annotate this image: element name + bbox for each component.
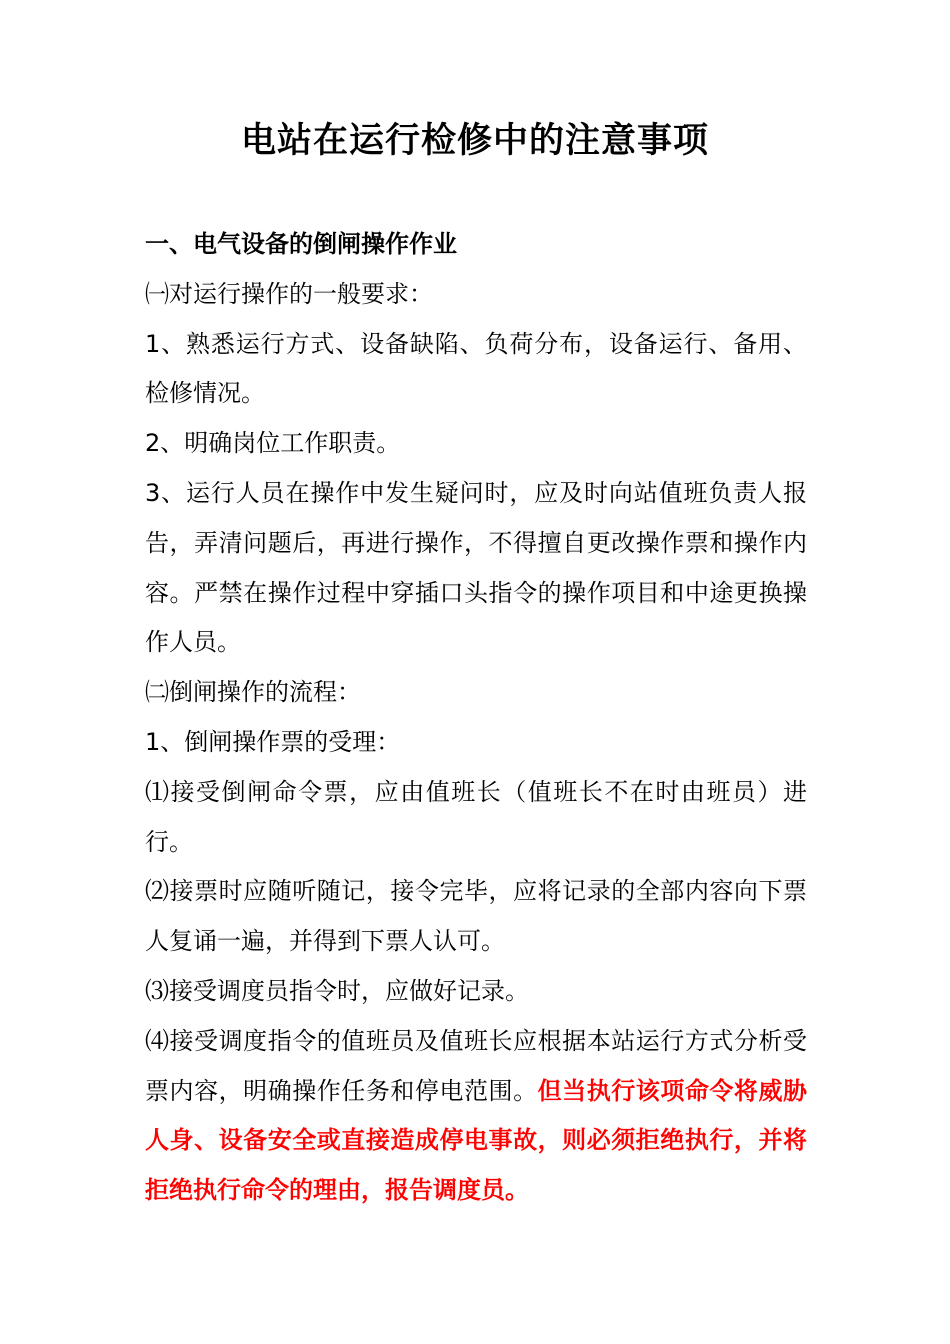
section-heading: 一、电气设备的倒闸操作作业 xyxy=(145,230,457,258)
subsection-heading-general-requirements: ㈠对运行操作的一般要求： xyxy=(145,279,433,308)
paragraph-point-2: ⑵接票时应随听随记，接令完毕，应将记录的全部内容向下票人复诵一遍，并得到下票人认可。 xyxy=(145,877,807,956)
subsection-heading-process: ㈡倒闸操作的流程： xyxy=(145,678,361,707)
paragraph-ticket-acceptance: 1、倒闸操作票的受理： xyxy=(145,727,401,756)
paragraph-point-1: ⑴接受倒闸命令票，应由值班长（值班长不在时由班员）进行。 xyxy=(145,777,807,856)
paragraph-item-3: 3、运行人员在操作中发生疑问时，应及时向站值班负责人报告，弄清问题后，再进行操作，不得擅自更改操作票和操作内容。严禁在操作过程中穿插口头指令的操作项目和中途更换操作人员。 xyxy=(145,478,807,657)
paragraph-item-1: 1、熟悉运行方式、设备缺陷、负荷分布，设备运行、备用、检修情况。 xyxy=(145,329,807,408)
document-body xyxy=(145,220,807,1216)
point-4-warning-text: 但当执行该项命令将威胁人身、设备安全或直接造成停电事故，则必须拒绝执行，并将拒绝执行命令的理由，报告调度员。 xyxy=(145,1076,808,1205)
document-title: 电站在运行检修中的注意事项 xyxy=(240,121,709,161)
paragraph-point-3: ⑶接受调度员指令时，应做好记录。 xyxy=(145,976,529,1005)
paragraph-point-4 xyxy=(145,1017,807,1216)
paragraph-item-2: 2、明确岗位工作职责。 xyxy=(145,429,401,458)
point-4-text: ⑷接受调度指令的值班员及值班长应根据本站运行方式分析受票内容，明确操作任务和停电范围。 xyxy=(145,1026,807,1105)
